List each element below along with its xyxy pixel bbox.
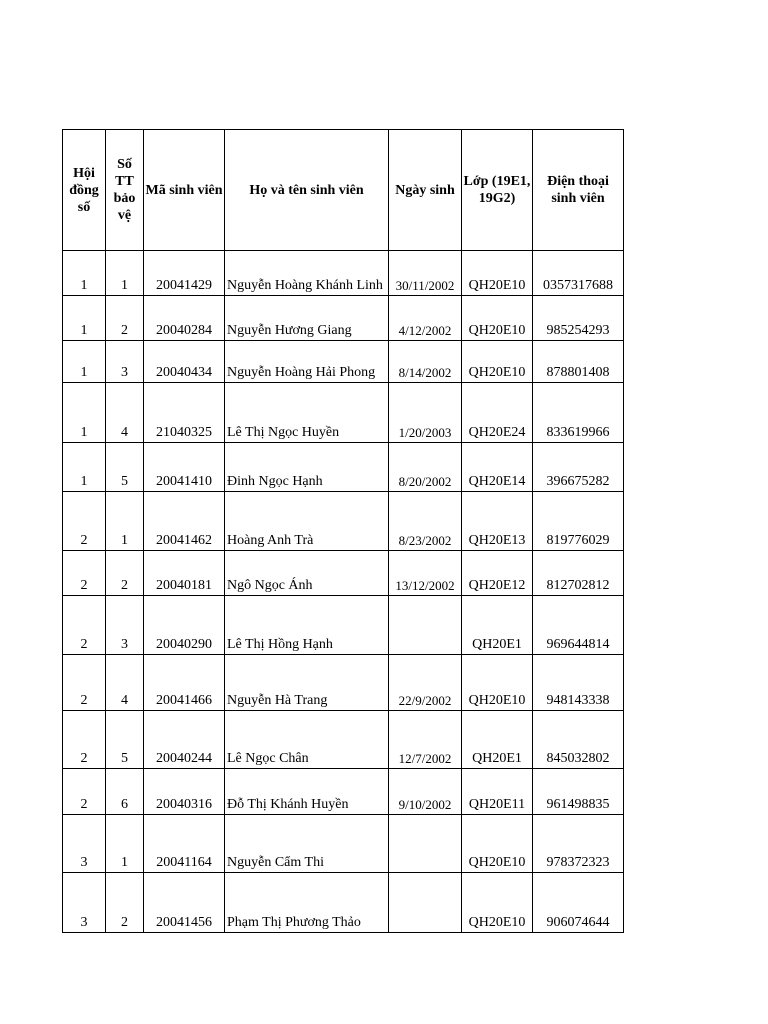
table-row: [63, 769, 624, 815]
class-cell: QH20E10: [462, 873, 533, 933]
student-id-cell: 20040434: [144, 341, 225, 383]
student-id-cell: 20041164: [144, 815, 225, 873]
council-number-cell: 2: [63, 769, 106, 815]
birth-date-cell: 8/23/2002: [389, 492, 462, 551]
student-name-cell: Đỗ Thị Khánh Huyền: [225, 769, 389, 815]
council-number-cell: 3: [63, 873, 106, 933]
student-name-cell: Nguyễn Cẩm Thi: [225, 815, 389, 873]
class-cell: QH20E10: [462, 251, 533, 296]
phone-cell: 833619966: [533, 383, 624, 443]
defense-order-cell: 2: [106, 873, 144, 933]
table-row: [63, 492, 624, 551]
student-id-cell: 20040316: [144, 769, 225, 815]
table-row: [63, 443, 624, 492]
defense-order-cell: 6: [106, 769, 144, 815]
student-name-cell: Hoàng Anh Trà: [225, 492, 389, 551]
table-row: [63, 551, 624, 596]
table-row: [63, 873, 624, 933]
class-cell: QH20E11: [462, 769, 533, 815]
defense-order-cell: 5: [106, 443, 144, 492]
council-number-cell: 2: [63, 596, 106, 655]
defense-order-cell: 5: [106, 711, 144, 769]
header-phone: Điện thoại sinh viên: [533, 130, 624, 251]
birth-date-cell: 12/7/2002: [389, 711, 462, 769]
student-id-cell: 20040290: [144, 596, 225, 655]
council-number-cell: 1: [63, 443, 106, 492]
birth-date-cell: 13/12/2002: [389, 551, 462, 596]
council-number-cell: 1: [63, 296, 106, 341]
phone-cell: 396675282: [533, 443, 624, 492]
class-cell: QH20E14: [462, 443, 533, 492]
header-council-number: Hội đồng số: [63, 130, 106, 251]
student-id-cell: 20041462: [144, 492, 225, 551]
student-id-cell: 20040284: [144, 296, 225, 341]
phone-cell: 985254293: [533, 296, 624, 341]
table-row: [63, 711, 624, 769]
phone-cell: 978372323: [533, 815, 624, 873]
student-id-cell: 21040325: [144, 383, 225, 443]
phone-cell: 819776029: [533, 492, 624, 551]
phone-cell: 878801408: [533, 341, 624, 383]
birth-date-cell: [389, 596, 462, 655]
class-cell: QH20E10: [462, 655, 533, 711]
council-number-cell: 2: [63, 655, 106, 711]
header-defense-order: Số TT bảo vệ: [106, 130, 144, 251]
phone-cell: 969644814: [533, 596, 624, 655]
header-class: Lớp (19E1, 19G2): [462, 130, 533, 251]
student-id-cell: 20041466: [144, 655, 225, 711]
student-defense-table: [62, 129, 624, 933]
phone-cell: 906074644: [533, 873, 624, 933]
student-id-cell: 20040244: [144, 711, 225, 769]
defense-order-cell: 3: [106, 596, 144, 655]
phone-cell: 812702812: [533, 551, 624, 596]
council-number-cell: 1: [63, 341, 106, 383]
student-id-cell: 20040181: [144, 551, 225, 596]
table-row: [63, 251, 624, 296]
defense-order-cell: 2: [106, 296, 144, 341]
student-name-cell: Phạm Thị Phương Thảo: [225, 873, 389, 933]
student-id-cell: 20041429: [144, 251, 225, 296]
birth-date-cell: [389, 873, 462, 933]
student-name-cell: Nguyễn Hoàng Khánh Linh: [225, 251, 389, 296]
class-cell: QH20E12: [462, 551, 533, 596]
council-number-cell: 1: [63, 251, 106, 296]
defense-order-cell: 1: [106, 492, 144, 551]
birth-date-cell: 8/14/2002: [389, 341, 462, 383]
birth-date-cell: 4/12/2002: [389, 296, 462, 341]
student-id-cell: 20041410: [144, 443, 225, 492]
table-row: [63, 596, 624, 655]
defense-order-cell: 1: [106, 251, 144, 296]
class-cell: QH20E10: [462, 815, 533, 873]
birth-date-cell: 22/9/2002: [389, 655, 462, 711]
council-number-cell: 1: [63, 383, 106, 443]
birth-date-cell: [389, 815, 462, 873]
class-cell: QH20E1: [462, 711, 533, 769]
table-header-row: [63, 130, 624, 251]
student-name-cell: Nguyễn Hương Giang: [225, 296, 389, 341]
table-row: [63, 655, 624, 711]
table-row: [63, 815, 624, 873]
student-name-cell: Lê Ngọc Chân: [225, 711, 389, 769]
header-student-name: Họ và tên sinh viên: [225, 130, 389, 251]
birth-date-cell: 1/20/2003: [389, 383, 462, 443]
table-row: [63, 383, 624, 443]
student-id-cell: 20041456: [144, 873, 225, 933]
birth-date-cell: 30/11/2002: [389, 251, 462, 296]
phone-cell: 0357317688: [533, 251, 624, 296]
student-name-cell: Lê Thị Hồng Hạnh: [225, 596, 389, 655]
class-cell: QH20E24: [462, 383, 533, 443]
student-name-cell: Lê Thị Ngọc Huyền: [225, 383, 389, 443]
phone-cell: 961498835: [533, 769, 624, 815]
table-body: [63, 251, 624, 933]
defense-order-cell: 2: [106, 551, 144, 596]
class-cell: QH20E13: [462, 492, 533, 551]
student-name-cell: Nguyễn Hà Trang: [225, 655, 389, 711]
defense-order-cell: 1: [106, 815, 144, 873]
council-number-cell: 2: [63, 551, 106, 596]
class-cell: QH20E10: [462, 296, 533, 341]
student-name-cell: Ngô Ngọc Ánh: [225, 551, 389, 596]
table-row: [63, 341, 624, 383]
council-number-cell: 2: [63, 711, 106, 769]
header-birth-date: Ngày sinh: [389, 130, 462, 251]
phone-cell: 948143338: [533, 655, 624, 711]
class-cell: QH20E10: [462, 341, 533, 383]
student-name-cell: Đinh Ngọc Hạnh: [225, 443, 389, 492]
header-student-id: Mã sinh viên: [144, 130, 225, 251]
table-row: [63, 296, 624, 341]
phone-cell: 845032802: [533, 711, 624, 769]
defense-order-cell: 4: [106, 655, 144, 711]
council-number-cell: 2: [63, 492, 106, 551]
defense-order-cell: 4: [106, 383, 144, 443]
council-number-cell: 3: [63, 815, 106, 873]
birth-date-cell: 8/20/2002: [389, 443, 462, 492]
class-cell: QH20E1: [462, 596, 533, 655]
student-name-cell: Nguyễn Hoàng Hải Phong: [225, 341, 389, 383]
birth-date-cell: 9/10/2002: [389, 769, 462, 815]
defense-order-cell: 3: [106, 341, 144, 383]
